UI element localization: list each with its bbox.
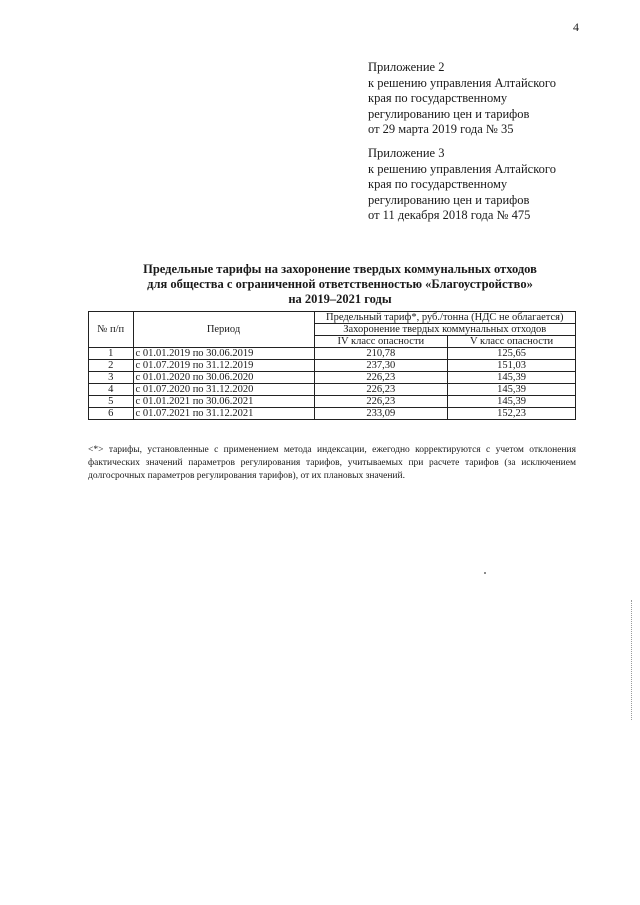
row-class-iv-value: 226,23 bbox=[314, 372, 448, 384]
row-class-iv-value: 226,23 bbox=[314, 396, 448, 408]
table-row bbox=[89, 408, 576, 420]
header-class-v: V класс опасности bbox=[448, 336, 576, 348]
table-row bbox=[89, 348, 576, 360]
appendix-2-line: регулированию цен и тарифов bbox=[368, 106, 530, 121]
header-disposal: Захоронение твердых коммунальных отходов bbox=[314, 324, 576, 336]
row-class-iv-value: 210,78 bbox=[314, 348, 448, 360]
header-tariff: Предельный тариф*, руб./тонна (НДС не облагается) bbox=[314, 312, 576, 324]
row-class-v-value: 125,65 bbox=[448, 348, 576, 360]
tariff-table bbox=[88, 311, 576, 420]
document-title bbox=[90, 262, 590, 307]
row-period: с 01.01.2021 по 30.06.2021 bbox=[133, 396, 314, 408]
row-num: 5 bbox=[89, 396, 134, 408]
appendix-2-line: к решению управления Алтайского bbox=[368, 75, 556, 90]
table-row bbox=[89, 372, 576, 384]
row-num: 1 bbox=[89, 348, 134, 360]
row-num: 2 bbox=[89, 360, 134, 372]
row-class-v-value: 145,39 bbox=[448, 372, 576, 384]
row-class-v-value: 145,39 bbox=[448, 396, 576, 408]
title-line: для общества с ограниченной ответственностью «Благоустройство» bbox=[147, 277, 533, 291]
appendix-3-line: Приложение 3 bbox=[368, 146, 445, 160]
row-class-iv-value: 226,23 bbox=[314, 384, 448, 396]
row-period: с 01.07.2019 по 31.12.2019 bbox=[133, 360, 314, 372]
page-number: 4 bbox=[573, 20, 579, 34]
header-class-iv: IV класс опасности bbox=[314, 336, 448, 348]
appendix-2-header bbox=[368, 60, 618, 138]
appendix-3-header bbox=[368, 146, 618, 224]
appendix-3-line: регулированию цен и тарифов bbox=[368, 192, 530, 207]
appendix-3-line: края по государственному bbox=[368, 177, 508, 192]
row-period: с 01.01.2019 по 30.06.2019 bbox=[133, 348, 314, 360]
table-row bbox=[89, 384, 576, 396]
table-row bbox=[89, 360, 576, 372]
appendix-2-line: от 29 марта 2019 года № 35 bbox=[368, 122, 514, 137]
appendix-2-line: края по государственному bbox=[368, 91, 508, 106]
row-num: 3 bbox=[89, 372, 134, 384]
scan-edge-artifact bbox=[631, 600, 632, 720]
appendix-2-line: Приложение 2 bbox=[368, 60, 445, 74]
table-header-row bbox=[89, 312, 576, 324]
row-period: с 01.07.2021 по 31.12.2021 bbox=[133, 408, 314, 420]
appendix-3-line: от 11 декабря 2018 года № 475 bbox=[368, 208, 531, 223]
row-num: 4 bbox=[89, 384, 134, 396]
title-line: Предельные тарифы на захоронение твердых коммунальных отходов bbox=[143, 262, 537, 276]
header-num: № п/п bbox=[89, 312, 134, 348]
row-class-iv-value: 237,30 bbox=[314, 360, 448, 372]
table-row bbox=[89, 396, 576, 408]
row-period: с 01.07.2020 по 31.12.2020 bbox=[133, 384, 314, 396]
scan-speck bbox=[484, 572, 486, 574]
row-class-v-value: 152,23 bbox=[448, 408, 576, 420]
row-class-v-value: 151,03 bbox=[448, 360, 576, 372]
row-class-iv-value: 233,09 bbox=[314, 408, 448, 420]
row-num: 6 bbox=[89, 408, 134, 420]
title-line: на 2019–2021 годы bbox=[288, 292, 392, 306]
row-class-v-value: 145,39 bbox=[448, 384, 576, 396]
footnote: <*> тарифы, установленные с применением метода индексации, ежегодно корректируются с учетом отклонения фактических значений параметров регулирования тарифов, учитываемых при расчете тарифов (за исключением долгосрочных параметров регулирования тарифов), от их плановых значений. bbox=[88, 445, 576, 481]
row-period: с 01.01.2020 по 30.06.2020 bbox=[133, 372, 314, 384]
header-period: Период bbox=[133, 312, 314, 348]
appendix-3-line: к решению управления Алтайского bbox=[368, 161, 556, 176]
